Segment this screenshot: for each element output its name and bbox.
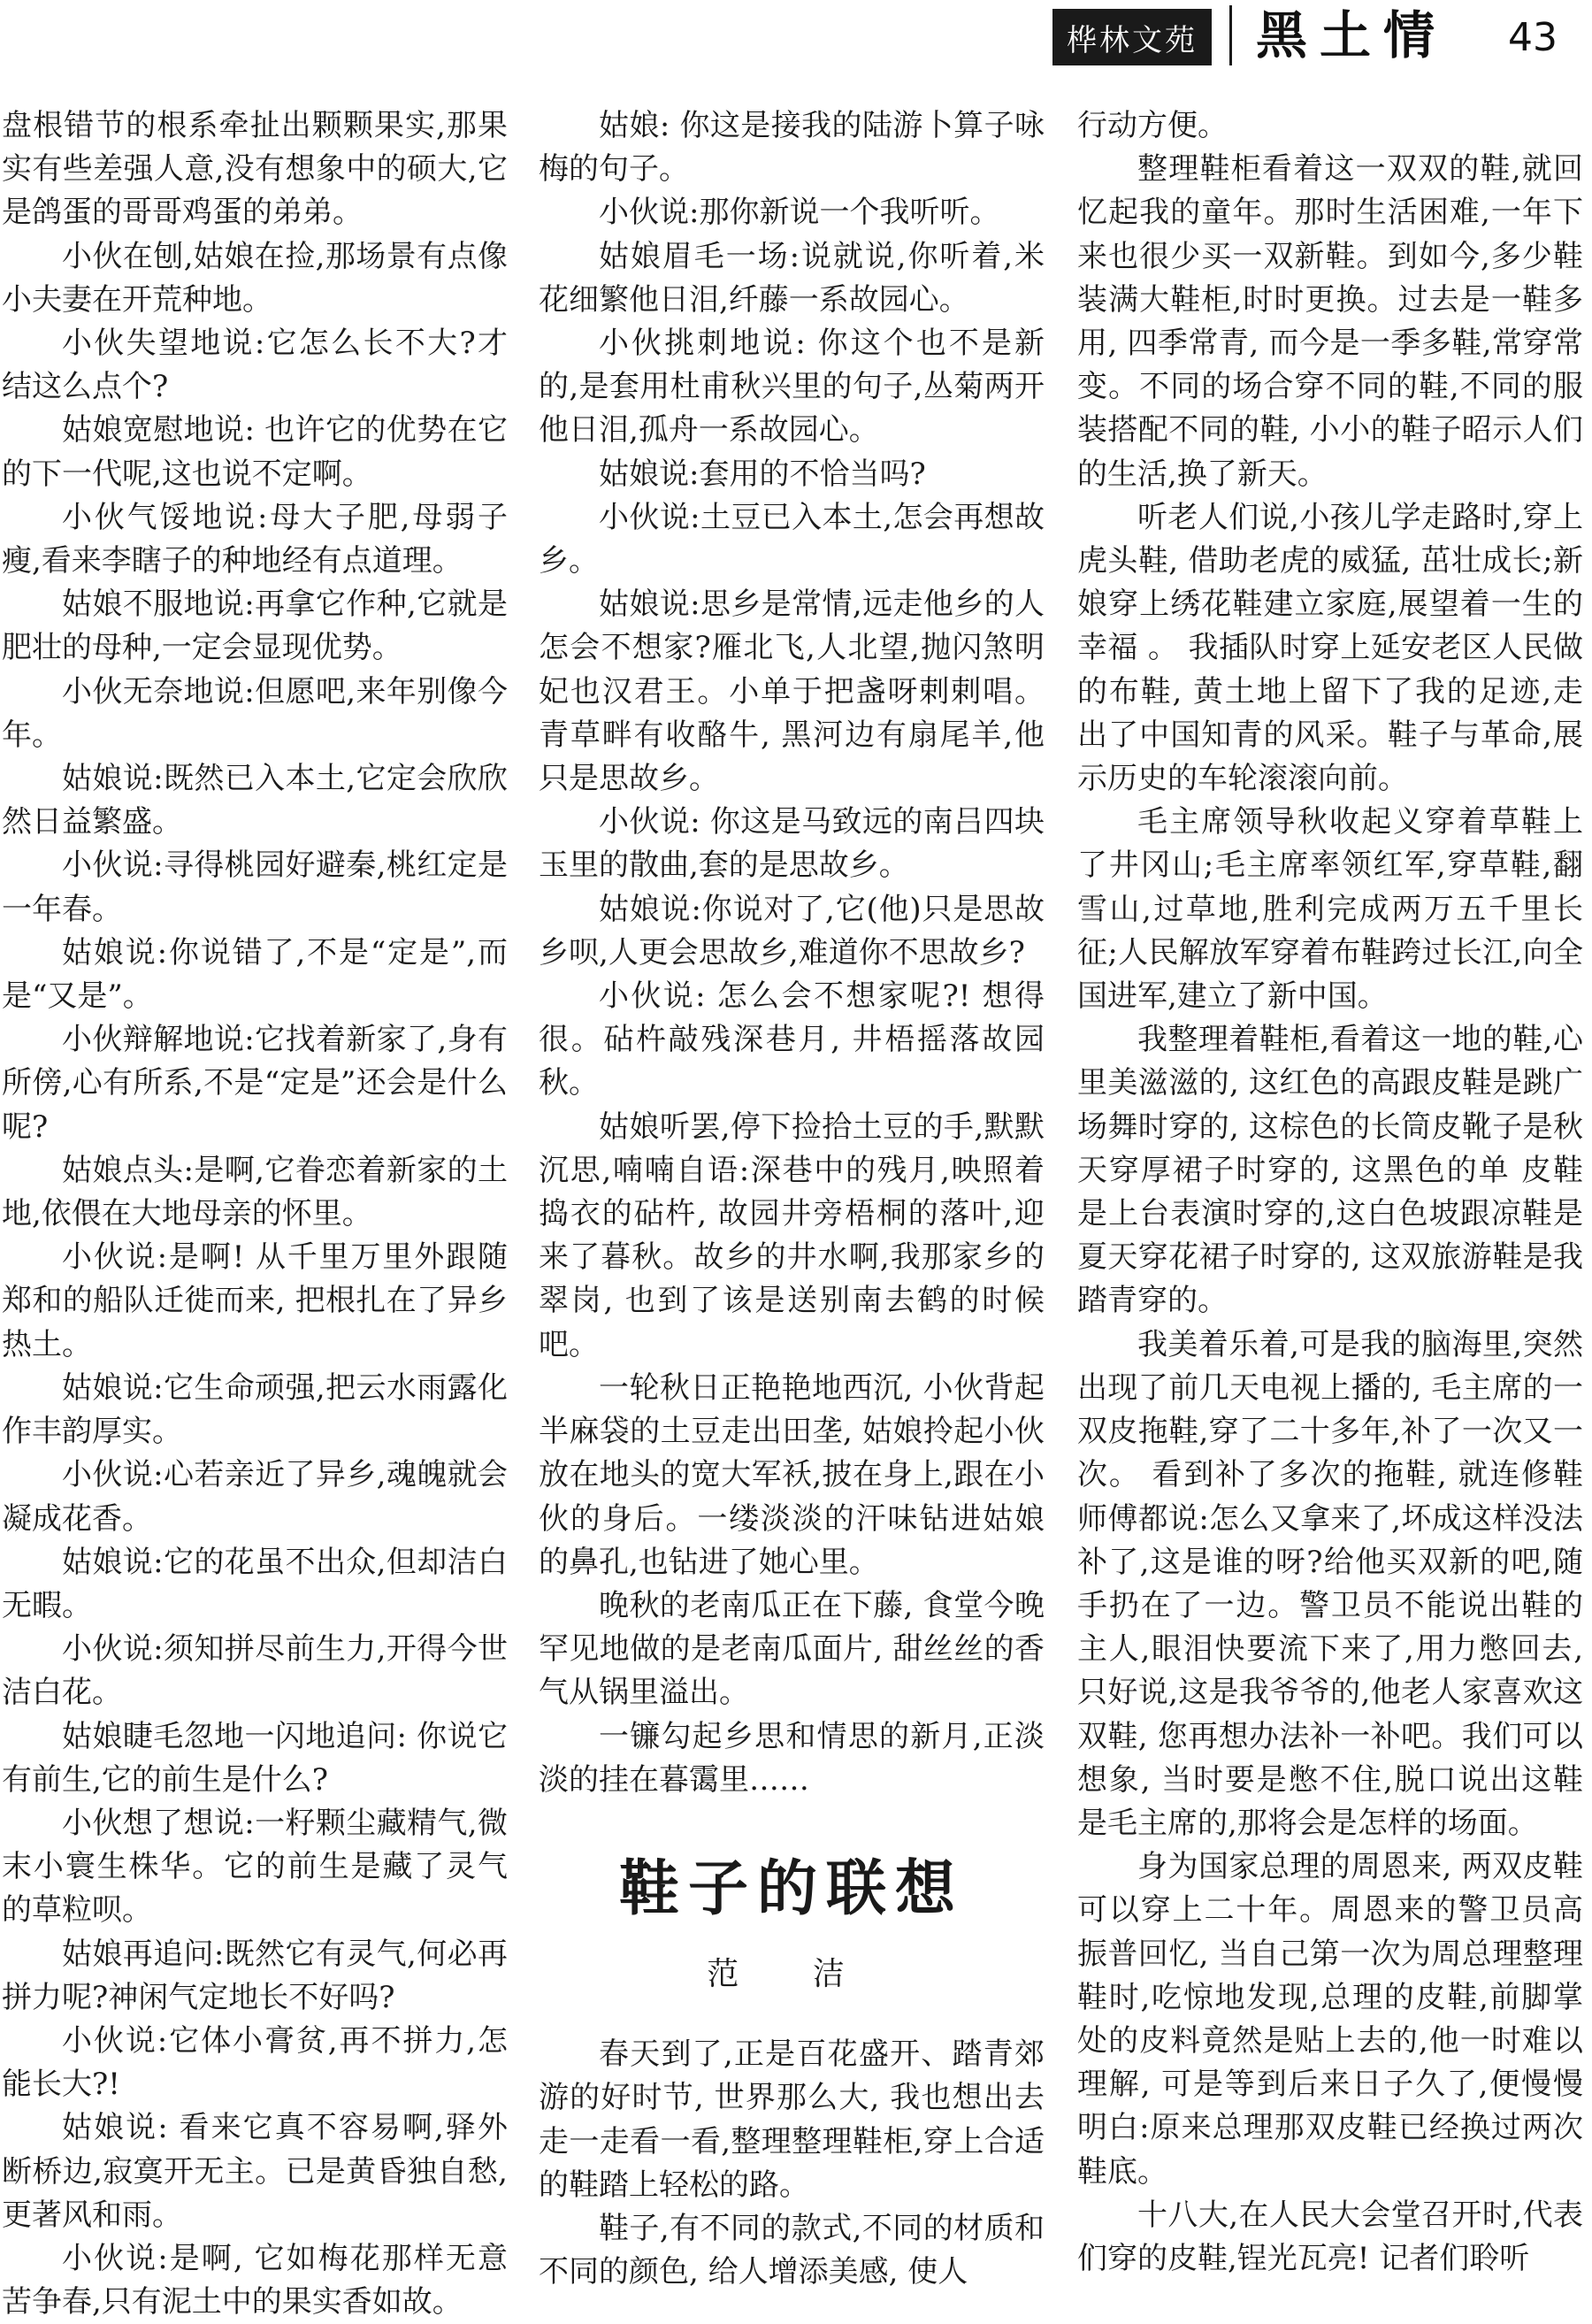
paragraph: 我美着乐着,可是我的脑海里,突然出现了前几天电视上播的, 毛主席的一双皮拖鞋,穿了二十多年,补了一次又一次。 看到补了多次的拖鞋, 就连修鞋师傅都说:怎么又拿来了,坏成这样没法补了,这是谁的呀?给他买双新的吧,随手扔在了一边。警卫员不能说出鞋的主人,眼泪快要流下来了,用力憋回去,只好说,这是我爷爷的,他老人家喜欢这双鞋, 您再想办法补一补吧。我们可以想象, 当时要是憋不住,脱口说出这鞋是毛主席的,那将会是怎样的场面。 [1077,1326,1583,1841]
paragraph: 小伙在刨,姑娘在捡,那场景有点像小夫妻在开荒种地。 [2,238,508,318]
paragraph: 姑娘说: 看来它真不容易啊,驿外断桥边,寂寞开无主。已是黄昏独自愁,更著风和雨。 [2,2110,508,2233]
paragraph: 姑娘说:它的花虽不出众,但却洁白无暇。 [2,1544,508,1623]
paragraph: 姑娘说:它生命顽强,把云水雨露化作丰韵厚实。 [2,1369,508,1450]
column-3 [1077,104,1583,2281]
header-divider [1229,5,1232,65]
page-header [0,0,1592,80]
paragraph: 春天到了,正是百花盛开、踏青郊游的好时节, 世界那么大, 我也想出去走一走看一看,整理整理鞋柜,穿上合适的鞋踏上轻松的路。 [539,2036,1045,2203]
paragraph: 行动方便。 [1077,108,1228,143]
paragraph: 姑娘说:既然已入本土,它定会欣欣然日益繁盛。 [2,761,508,840]
paragraph: 姑娘宽慰地说: 也许它的优势在它的下一代呢,这也说不定啊。 [2,412,508,492]
paragraph: 小伙说:须知拼尽前生力,开得今世洁白花。 [2,1631,508,1711]
section-tag: 桦林文苑 [1052,9,1212,65]
paragraph: 姑娘说:套用的不恰当吗? [599,456,926,492]
paragraph: 姑娘再追问:既然它有灵气,何必再拼力呢?神闲气定地长不好吗? [2,1936,508,2015]
paragraph: 小伙想了想说:一籽颗尘藏精气,微末小寰生株华。它的前生是藏了灵气的草粒呗。 [2,1805,508,1929]
paragraph: 姑娘睫毛忽地一闪地追问: 你说它有前生,它的前生是什么? [2,1718,508,1798]
paragraph: 十八大,在人民大会堂召开时,代表们穿的皮鞋,锃光瓦亮! 记者们聆听 [1077,2197,1583,2276]
paragraph: 小伙说: 怎么会不想家呢?! 想得很。砧杵敲残深巷月, 井梧摇落故园秋。 [539,978,1045,1101]
paragraph: 身为国家总理的周恩来, 两双皮鞋可以穿上二十年。周恩来的警卫员高振普回忆, 当自己第一次为周总理整理鞋时,吃惊地发现,总理的皮鞋,前脚掌处的皮料竟然是贴上去的,他一时难以理解, 可是等到后来日子久了,便慢慢明白:原来总理那双皮鞋已经换过两次鞋底。 [1077,1849,1583,2190]
paragraph: 小伙说:那你新说一个我听听。 [599,195,1000,231]
paragraph: 姑娘眉毛一场:说就说,你听着,米花细繁他日泪,纤藤一系故园心。 [539,238,1045,318]
paragraph: 晚秋的老南瓜正在下藤, 食堂今晚罕见地做的是老南瓜面片, 甜丝丝的香气从锅里溢出。 [539,1587,1045,1711]
paragraph: 小伙说:土豆已入本土,怎会再想故乡。 [539,499,1045,579]
paragraph: 姑娘不服地说:再拿它作种,它就是肥壮的母种,一定会显现优势。 [2,587,508,666]
paragraph: 小伙说: 你这是马致远的南吕四块玉里的散曲,套的是思故乡。 [539,804,1045,884]
paragraph: 一轮秋日正艳艳地西沉, 小伙背起半麻袋的土豆走出田垄, 姑娘拎起小伙放在地头的宽大军袄,披在身上,跟在小伙的身后。一缕淡淡的汗味钻进姑娘的鼻孔,也钻进了她心里。 [539,1369,1045,1580]
paragraph: 我整理着鞋柜,看着这一地的鞋,心里美滋滋的, 这红色的高跟皮鞋是跳广场舞时穿的, 这棕色的长筒皮靴子是秋天穿厚裙子时穿的, 这黑色的单 皮鞋是上台表演时穿的,这白色坡跟凉鞋是夏天穿花裙子时穿的, 这双旅游鞋是我踏青穿的。 [1077,1022,1583,1319]
paragraph: 小伙说:是啊! 从千里万里外跟随郑和的船队迁徙而来, 把根扎在了异乡热土。 [2,1239,508,1362]
paragraph: 姑娘说:你说错了,不是“定是”,而是“又是”。 [2,934,508,1015]
paragraph: 小伙说:它体小膏贫,再不拼力,怎能长大?! [2,2022,508,2103]
paragraph: 小伙气馁地说:母大子肥,母弱子瘦,看来李瞎子的种地经有点道理。 [2,499,508,579]
paragraph: 姑娘说:思乡是常情,远走他乡的人怎会不想家?雁北飞,人北望,抛闪煞明妃也汉君王。小单于把盏呀剌剌唱。青草畔有收酪牛, 黑河边有扇尾羊,他只是思故乡。 [539,587,1045,797]
paragraph: 姑娘点头:是啊,它眷恋着新家的土地,依偎在大地母亲的怀里。 [2,1152,508,1232]
paragraph: 盘根错节的根系牵扯出颗颗果实,那果实有些差强人意,没有想象中的硕大,它是鸽蛋的哥哥鸡蛋的弟弟。 [2,108,508,231]
paragraph: 姑娘: 你这是接我的陆游卜算子咏梅的句子。 [539,108,1045,188]
article-title: 鞋子的联想 [618,1852,964,1924]
paragraph: 小伙说:是啊, 它如梅花那样无意苦争春,只有泥土中的果实香如故。 [2,2240,508,2320]
paragraph: 听老人们说,小孩儿学走路时,穿上虎头鞋, 借助老虎的威猛, 茁壮成长;新娘穿上绣花鞋建立家庭,展望着一生的幸福 。 我插队时穿上延安老区人民做的布鞋, 黄土地上留下了我的足迹,走出了中国知青的风采。鞋子与革命,展示历史的车轮滚滚向前。 [1077,499,1583,797]
masthead: 黑土情 [1256,5,1448,65]
paragraph: 姑娘说:你说对了,它(他)只是思故乡呗,人更会思故乡,难道你不思故乡? [539,891,1045,970]
paragraph: 鞋子,有不同的款式,不同的材质和不同的颜色, 给人增添美感, 使人 [539,2210,1045,2290]
paragraph: 毛主席领导秋收起义穿着草鞋上了井冈山;毛主席率领红军,穿草鞋,翻雪山,过草地,胜利完成两万五千里长征;人民解放军穿着布鞋跨过长江,向全国进军,建立了新中国。 [1077,804,1583,1015]
paragraph: 小伙挑刺地说: 你这个也不是新的,是套用杜甫秋兴里的句子,丛菊两开他日泪,孤舟一系故园心。 [539,326,1045,449]
paragraph: 姑娘听罢,停下捡拾土豆的手,默默沉思,喃喃自语:深巷中的残月,映照着捣衣的砧杵, 故园井旁梧桐的落叶,迎来了暮秋。故乡的井水啊,我那家乡的翠岗, 也到了该是送别南去鹤的时候吧。 [539,1108,1045,1362]
column-1 [2,104,508,2324]
paragraph: 小伙说:心若亲近了异乡,魂魄就会凝成花香。 [2,1457,508,1537]
paragraph: 整理鞋柜看着这一双双的鞋,就回忆起我的童年。那时生活困难,一年下来也很少买一双新鞋。到如今,多少鞋装满大鞋柜,时时更换。过去是一鞋多用, 四季常青, 而今是一季多鞋,常穿常变。不同的场合穿不同的鞋,不同的服装搭配不同的鞋, 小小的鞋子昭示人们的生活,换了新天。 [1077,151,1583,492]
paragraph: 小伙无奈地说:但愿吧,来年别像今年。 [2,673,508,753]
paragraph: 小伙失望地说:它怎么长不大?才结这么点个? [2,326,508,405]
page-number: 43 [1508,15,1558,60]
paragraph: 小伙辩解地说:它找着新家了,身有所傍,心有所系,不是“定是”还会是什么呢? [2,1022,508,1145]
paragraph: 一镰勾起乡思和情思的新月,正淡淡的挂在暮霭里…… [539,1718,1045,1798]
column-2 [539,104,1045,2294]
author-byline: 范 洁 [707,1955,876,1992]
paragraph: 小伙说:寻得桃园好避秦,桃红定是一年春。 [2,848,508,927]
